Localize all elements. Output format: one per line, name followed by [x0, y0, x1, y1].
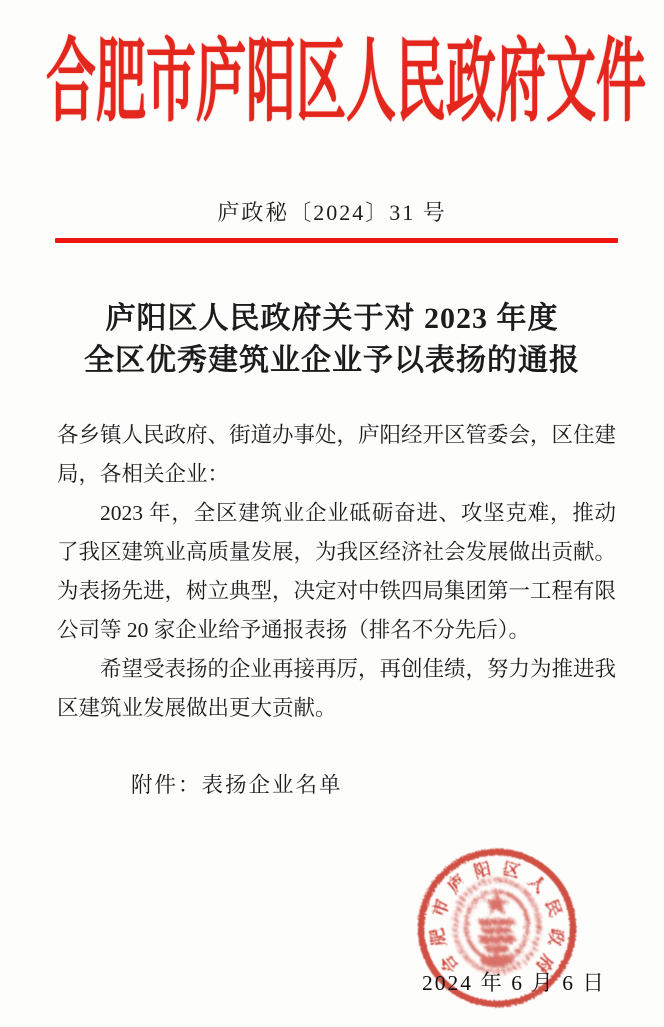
seal-ring-char: 肥 — [427, 927, 449, 947]
letterhead-char: 件 — [596, 30, 646, 133]
letterhead-char: 阳 — [246, 30, 296, 133]
seal-ring-char: 人 — [524, 871, 550, 897]
body-paragraph-1: 2023 年，全区建筑业企业砥砺奋进、攻坚克难，推动了我区建筑业高质量发展，为我区经济社会发展做出贡献。为表扬先进，树立典型，决定对中铁四局集团第一工程有限公司等 20 家企业给予通报表扬（排名不分先后）。 — [57, 501, 617, 642]
body-paragraph-2: 希望受表扬的企业再接再厉，再创佳绩，努力为推进我区建筑业发展做出更大贡献。 — [57, 657, 617, 720]
document-title-line-2: 全区优秀建筑业企业予以表扬的通报 — [84, 344, 580, 377]
seal-ring-char: 区 — [500, 859, 523, 882]
seal-ring-char: 庐 — [444, 871, 470, 897]
attachment-line: 附件：表扬企业名单 — [131, 773, 343, 797]
letterhead-title — [46, 30, 646, 133]
red-separator-rule — [55, 238, 618, 243]
letterhead-char: 市 — [146, 30, 196, 133]
document-body — [57, 416, 616, 728]
document-number: 庐政秘〔2024〕31 号 — [217, 200, 447, 225]
seal-ring-char: 合 — [436, 951, 463, 977]
seal-ring-char: 府 — [531, 951, 558, 977]
letterhead-char: 文 — [546, 30, 596, 133]
letterhead-char: 区 — [296, 30, 346, 133]
letterhead-char: 府 — [496, 30, 546, 133]
document-title-line-1: 庐阳区人民政府关于对 2023 年度 — [105, 302, 559, 335]
letterhead-char: 政 — [446, 30, 496, 133]
letterhead-char: 民 — [396, 30, 446, 133]
letterhead-char: 肥 — [96, 30, 146, 133]
document-title — [0, 298, 664, 382]
seal-ring-char: 民 — [541, 897, 565, 920]
seal-ring-char: 阳 — [471, 859, 494, 882]
national-emblem — [455, 880, 539, 972]
letterhead-char: 庐 — [196, 30, 246, 133]
salutation: 各乡镇人民政府、街道办事处，庐阳经开区管委会，区住建局，各相关企业： — [57, 423, 617, 486]
document-date: 2024 年 6 月 6 日 — [422, 971, 606, 995]
seal-ring-char: 市 — [429, 897, 453, 920]
seal-ring-char: 政 — [545, 927, 567, 947]
letterhead-char: 合 — [46, 30, 96, 133]
letterhead-char: 人 — [346, 30, 396, 133]
